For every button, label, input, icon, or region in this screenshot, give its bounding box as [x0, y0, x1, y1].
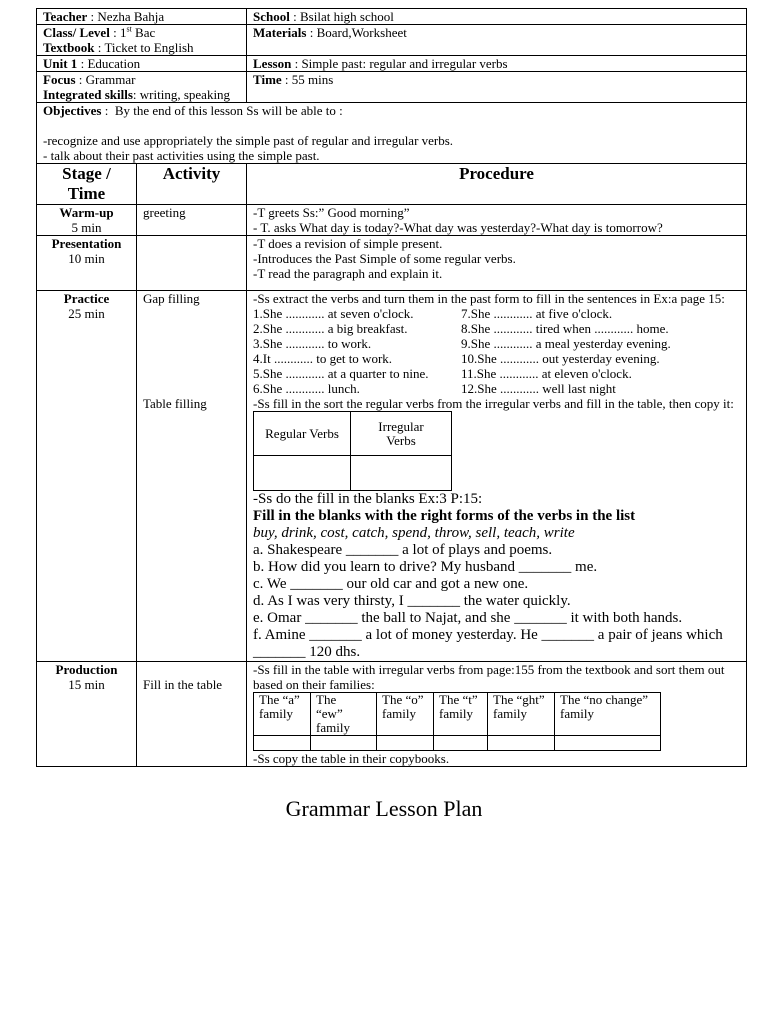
row-practice: [37, 291, 747, 662]
ex3-item: f. Amine _______ a lot of money yesterday. He _______ a pair of jeans which _______ 120 dhs.: [253, 627, 723, 660]
row-class: [37, 25, 747, 56]
family-cell[interactable]: [311, 736, 377, 751]
ex3-title: Fill in the blanks with the right forms of the verbs in the list: [253, 508, 636, 524]
family-cell[interactable]: [488, 736, 555, 751]
families-table: [253, 692, 661, 751]
production-procedure: [247, 662, 747, 767]
ex3-item: a. Shakespeare _______ a lot of plays and poems.: [253, 542, 553, 558]
ex3-word-list: buy, drink, cost, catch, spend, throw, sell, teach, write: [253, 525, 575, 541]
time-value: 55 mins: [291, 72, 334, 87]
skills-label: Integrated skills: [43, 87, 133, 102]
document-title: Grammar Lesson Plan: [285, 796, 483, 821]
row-column-headers: [37, 164, 747, 205]
presentation-stage: Presentation 10 min: [37, 236, 137, 291]
materials-cell: Materials : Board,Worksheet: [247, 25, 747, 56]
sort-instruction: -Ss fill in the sort the regular verbs from the irregular verbs and fill in the table, then copy it:: [253, 396, 734, 411]
practice-stage: Practice 25 min: [37, 291, 137, 662]
warmup-procedure: -T greets Ss:” Good morning” - T. asks What day is today?-What day was yesterday?-What day is tomorrow?: [247, 205, 747, 236]
unit-value: Education: [87, 56, 141, 71]
objectives-label: Objectives: [43, 103, 102, 118]
presentation-activity: [137, 236, 247, 291]
warmup-stage: Warm-up 5 min: [37, 205, 137, 236]
family-cell[interactable]: [377, 736, 434, 751]
class-rest: Bac: [135, 25, 156, 40]
row-production: [37, 662, 747, 767]
teacher-cell: Teacher : Nezha Bahja: [37, 9, 247, 25]
objective-item: - talk about their past activities using the simple past.: [43, 148, 320, 163]
family-t: The “t” family: [434, 693, 488, 736]
production-outro: -Ss copy the table in their copybooks.: [253, 751, 450, 766]
objectives-intro: By the end of this lesson Ss will be able to :: [114, 103, 343, 118]
sentence-item: 9.She ............ a meal yesterday evening.: [461, 336, 671, 351]
time-label: Time: [253, 72, 282, 87]
school-cell: School : Bsilat high school: [247, 9, 747, 25]
practice-intro: -Ss extract the verbs and turn them in the past form to fill in the sentences in Ex:a page 15:: [253, 291, 725, 306]
stage-header: Stage / Time: [37, 164, 137, 205]
sentence-item: 5.She ............ at a quarter to nine.: [253, 366, 429, 381]
lesson-cell: Lesson : Simple past: regular and irregular verbs: [247, 56, 747, 72]
sentence-item: 2.She ............ a big breakfast.: [253, 321, 408, 336]
school-value: Bsilat high school: [299, 9, 394, 24]
presentation-procedure: -T does a revision of simple present. -Introduces the Past Simple of some regular verbs. -T read the paragraph and explain it.: [247, 236, 747, 291]
sentence-item: 8.She ............ tired when ............ home.: [461, 321, 669, 336]
unit-label: Unit 1: [43, 56, 78, 71]
row-teacher: [37, 9, 747, 25]
sentence-item: 10.She ............ out yesterday evening.: [461, 351, 660, 366]
sentence-item: 11.She ............ at eleven o'clock.: [461, 366, 632, 381]
class-num: 1: [119, 25, 127, 40]
materials-label: Materials: [253, 25, 307, 40]
sentence-item: 6.She ............ lunch.: [253, 381, 360, 396]
focus-value: Grammar: [85, 72, 136, 87]
sort-table-cell[interactable]: [351, 456, 452, 491]
sentence-item: 7.She ............ at five o'clock.: [461, 306, 613, 321]
production-activity: Fill in the table: [137, 662, 247, 767]
row-objectives: [37, 103, 747, 164]
sentence-item: 4.It ............ to get to work.: [253, 351, 393, 366]
class-sup: st: [126, 24, 132, 34]
row-unit: [37, 56, 747, 72]
sort-table: [253, 411, 452, 491]
family-cell[interactable]: [434, 736, 488, 751]
warmup-activity: greeting: [137, 205, 247, 236]
row-focus: [37, 72, 747, 103]
ex3-intro: -Ss do the fill in the blanks Ex:3 P:15:: [253, 491, 483, 507]
sentence-item: 1.She ............ at seven o'clock.: [253, 306, 414, 321]
sentence-item: 3.She ............ to work.: [253, 336, 372, 351]
production-intro: -Ss fill in the table with irregular verbs from page:155 from the textbook and sort them out based on their families:: [253, 662, 725, 692]
practice-procedure: [247, 291, 747, 662]
objective-item: -recognize and use appropriately the simple past of regular and irregular verbs.: [43, 133, 454, 148]
family-cell[interactable]: [555, 736, 661, 751]
teacher-value: Nezha Bahja: [97, 9, 165, 24]
lesson-plan-table: [36, 8, 747, 767]
sentence-item: 12.She ............ well last night: [461, 381, 616, 396]
lesson-label: Lesson: [253, 56, 292, 71]
practice-activity: Gap filling Table filling: [137, 291, 247, 662]
family-ew: The “ew” family: [311, 693, 377, 736]
lesson-value: Simple past: regular and irregular verbs: [301, 56, 508, 71]
time-cell: Time : 55 mins: [247, 72, 747, 103]
teacher-label: Teacher: [43, 9, 88, 24]
lesson-plan: [36, 8, 746, 767]
family-ght: The “ght” family: [488, 693, 555, 736]
textbook-value: Ticket to English: [104, 40, 194, 55]
sort-table-regular: Regular Verbs: [254, 412, 351, 456]
sentence-list: [253, 306, 740, 396]
focus-cell: Focus : Grammar Integrated skills: writing, speaking: [37, 72, 247, 103]
ex3-item: e. Omar _______ the ball to Najat, and she _______ it with both hands.: [253, 610, 683, 626]
family-cell[interactable]: [254, 736, 311, 751]
production-stage: Production 15 min: [37, 662, 137, 767]
class-label: Class/ Level: [43, 25, 110, 40]
family-o: The “o” family: [377, 693, 434, 736]
row-warmup: [37, 205, 747, 236]
skills-value: writing, speaking: [139, 87, 231, 102]
procedure-header: Procedure: [247, 164, 747, 205]
ex3-item: b. How did you learn to drive? My husband _______ me.: [253, 559, 598, 575]
activity-header: Activity: [137, 164, 247, 205]
family-a: The “a” family: [254, 693, 311, 736]
textbook-label: Textbook: [43, 40, 95, 55]
sort-table-cell[interactable]: [254, 456, 351, 491]
unit-cell: Unit 1 : Education: [37, 56, 247, 72]
ex3-item: c. We _______ our old car and got a new one.: [253, 576, 529, 592]
objectives-cell: Objectives : By the end of this lesson Ss will be able to : -recognize and use appropriately the simple past of regular and irregular verbs. - talk about their past activities using the simple past.: [37, 103, 747, 164]
focus-label: Focus: [43, 72, 76, 87]
family-no-change: The “no change” family: [555, 693, 661, 736]
sort-table-irregular: Irregular Verbs: [351, 412, 452, 456]
row-presentation: [37, 236, 747, 291]
class-cell: Class/ Level : 1st Bac Textbook : Ticket to English: [37, 25, 247, 56]
ex3-item: d. As I was very thirsty, I _______ the water quickly.: [253, 593, 571, 609]
materials-value: Board,Worksheet: [316, 25, 407, 40]
school-label: School: [253, 9, 290, 24]
